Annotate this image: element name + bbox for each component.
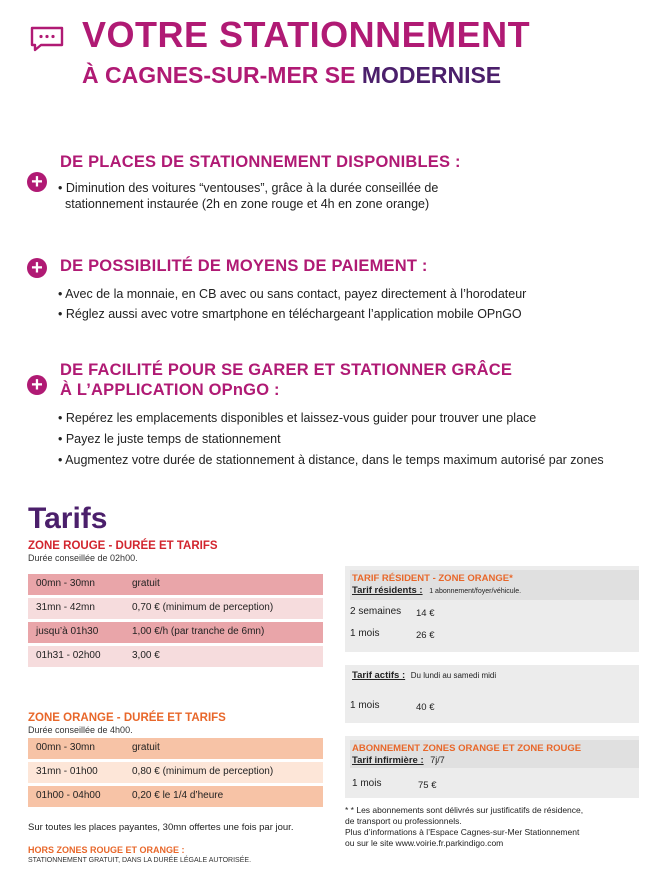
resident-row (350, 606, 401, 617)
subtitle-emphasis: MODERNISE (361, 62, 502, 88)
table-row (28, 786, 323, 807)
row-price: gratuit (132, 578, 160, 589)
resident-heading: TARIF RÉSIDENT - ZONE ORANGE* (352, 573, 513, 584)
row-time: 00mn - 30mn (36, 742, 95, 753)
row-price: 75 € (418, 780, 437, 791)
section-title: DE POSSIBILITÉ DE MOYENS DE PAIEMENT : (60, 257, 428, 275)
abonnement-label: Tarif infirmière : (352, 755, 424, 766)
resident-label: Tarif résidents : (352, 585, 423, 596)
table-row (28, 574, 323, 595)
row-time: 31mn - 42mn (36, 602, 95, 613)
section-title: DE FACILITÉ POUR SE GARER ET STATIONNER GRÂCE (60, 361, 513, 379)
row-time: 01h31 - 02h00 (36, 650, 101, 661)
table-row (28, 598, 323, 619)
plus-icon: + (27, 258, 47, 278)
actifs-label-line (352, 670, 496, 681)
row-price: 3,00 € (132, 650, 160, 661)
table-row (28, 738, 323, 759)
bullet-text: • Avec de la monnaie, en CB avec ou sans contact, payez directement à l’horodateur (58, 287, 527, 301)
chat-bubble-icon (30, 26, 64, 52)
row-period: 1 mois (350, 700, 380, 711)
hors-zones-text: STATIONNEMENT GRATUIT, DANS LA DURÉE LÉGALE AUTORISÉE. (28, 857, 252, 864)
page-subtitle (82, 62, 501, 89)
abonnement-heading: ABONNEMENT ZONES ORANGE ET ZONE ROUGE (352, 743, 582, 754)
row-time: 31mn - 01h00 (36, 766, 98, 777)
bullet-text: • Augmentez votre durée de stationnement à distance, dans le temps maximum autorisé par zones (58, 453, 604, 467)
bullet-text: stationnement instaurée (2h en zone rouge et 4h en zone orange) (65, 197, 430, 211)
page-title: VOTRE STATIONNEMENT (82, 14, 531, 55)
bullet-text: • Payez le juste temps de stationnement (58, 432, 281, 446)
free-note: Sur toutes les places payantes, 30mn offertes une fois par jour. (28, 822, 294, 833)
footnote-line: ou sur le site www.voirie.fr.parkindigo.com (345, 838, 504, 848)
row-price: 0,70 € (minimum de perception) (132, 602, 274, 613)
row-period: 1 mois (350, 628, 380, 639)
row-period: 2 semaines (350, 606, 402, 617)
footnote-line: * * Les abonnements sont délivrés sur justificatifs de résidence, (345, 805, 584, 815)
abonnement-label-line (352, 755, 445, 766)
footnote-line: de transport ou professionnels. (345, 816, 462, 826)
abonnement-label-note: 7j/7 (430, 755, 445, 765)
footnote (345, 805, 583, 849)
section-title: À L’APPLICATION OPnGO : (60, 381, 280, 399)
row-price: 14 € (416, 608, 435, 619)
row-time: 01h00 - 04h00 (36, 790, 101, 801)
row-time: jusqu’à 01h30 (36, 626, 99, 637)
plus-icon: + (27, 172, 47, 192)
zone-orange-sub: Durée conseillée de 4h00. (28, 725, 133, 735)
section-title: DE PLACES DE STATIONNEMENT DISPONIBLES : (60, 153, 461, 171)
bullet-text: • Repérez les emplacements disponibles et laissez-vous guider pour trouver une place (58, 411, 537, 425)
hors-zones-title: HORS ZONES ROUGE ET ORANGE : (28, 845, 185, 855)
footnote-line: Plus d’informations à l’Espace Cagnes-sur-Mer Stationnement (345, 827, 580, 837)
row-price: 40 € (416, 702, 435, 713)
zone-rouge-sub: Durée conseillée de 02h00. (28, 553, 138, 563)
tarifs-title: Tarifs (28, 502, 108, 535)
plus-icon: + (27, 375, 47, 395)
row-price: 26 € (416, 630, 435, 641)
zone-orange-heading: ZONE ORANGE - DURÉE ET TARIFS (28, 712, 226, 724)
actifs-label: Tarif actifs : (352, 670, 406, 681)
table-row (28, 646, 323, 667)
bullet-text: • Réglez aussi avec votre smartphone en téléchargeant l’application mobile OPnGO (58, 307, 522, 321)
row-price: gratuit (132, 742, 160, 753)
row-time: 00mn - 30mn (36, 578, 95, 589)
row-period: 1 mois (352, 778, 382, 789)
row-price: 0,80 € (minimum de perception) (132, 766, 274, 777)
table-row (28, 622, 323, 643)
row-price: 0,20 € le 1/4 d’heure (132, 790, 224, 801)
table-row (28, 762, 323, 783)
resident-label-line (352, 585, 521, 596)
zone-rouge-heading: ZONE ROUGE - DURÉE ET TARIFS (28, 540, 218, 552)
row-price: 1,00 €/h (par tranche de 6mn) (132, 626, 265, 637)
resident-label-note: 1 abonnement/foyer/véhicule. (429, 588, 522, 595)
actifs-label-note: Du lundi au samedi midi (410, 671, 497, 680)
subtitle-prefix: À CAGNES-SUR-MER SE (82, 62, 362, 88)
bullet-text: • Diminution des voitures “ventouses”, grâce à la durée conseillée de (58, 181, 439, 195)
